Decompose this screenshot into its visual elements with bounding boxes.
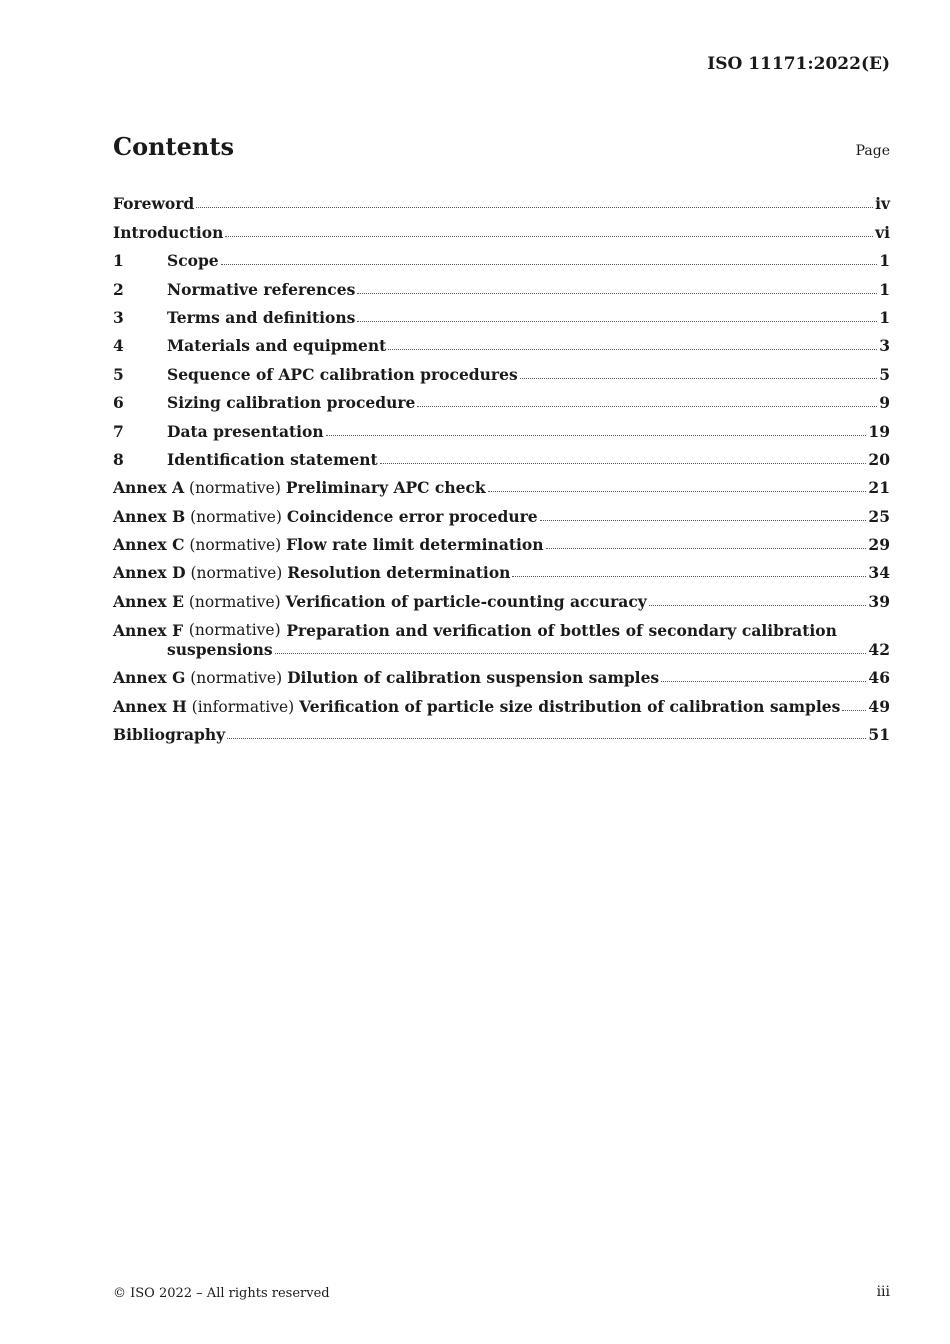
toc-entry-annex[interactable] <box>113 687 890 715</box>
toc-entry-title: Normative references <box>167 279 356 299</box>
toc-entry-page: 46 <box>868 668 890 688</box>
annex-label: Annex B <box>113 506 186 526</box>
dot-leader <box>388 349 877 350</box>
toc-entry-page: 9 <box>879 393 890 413</box>
dot-leader <box>380 463 867 464</box>
toc-title-word: bottles <box>560 620 621 640</box>
toc-entry-title: Flow rate limit determination <box>286 535 544 555</box>
toc-entry-title: Terms and definitions <box>167 307 356 327</box>
toc-entry-title: Verification of particle size distribution of calibration samples <box>299 696 841 716</box>
toc-entry-page: 39 <box>868 591 890 611</box>
toc-entry-clause[interactable] <box>113 327 890 355</box>
toc-entry-title: Coincidence error procedure <box>286 506 538 526</box>
dot-leader <box>546 548 867 549</box>
dot-leader <box>842 710 866 711</box>
toc-entry-page: 42 <box>868 639 890 659</box>
toc-entry-clause[interactable] <box>113 384 890 412</box>
dot-leader <box>661 681 866 682</box>
dot-leader <box>227 738 866 739</box>
toc-entry-number: 8 <box>113 449 124 469</box>
toc-entry-page: 19 <box>868 421 890 441</box>
toc-entry-annex[interactable] <box>113 582 890 610</box>
toc-entry-number: 4 <box>113 336 124 356</box>
annex-kind: (normative) <box>188 620 281 639</box>
toc-entry-annex[interactable] <box>113 497 890 525</box>
toc-entry-page: 1 <box>879 307 890 327</box>
toc-entry-title: Identification statement <box>167 449 378 469</box>
toc-entry-page: 3 <box>879 336 890 356</box>
annex-kind: (informative) <box>191 697 295 716</box>
toc-entry-number: 6 <box>113 393 124 413</box>
toc-title-word: secondary <box>648 620 737 640</box>
dot-leader <box>221 264 878 265</box>
toc-title-word: Preparation <box>286 620 390 640</box>
toc-entry-clause[interactable] <box>113 299 890 327</box>
toc-entry-page: 21 <box>868 478 890 498</box>
toc-entry-number: 2 <box>113 279 124 299</box>
toc-entry-title: Preliminary APC check <box>285 478 486 498</box>
toc-entry-title: Verification of particle-counting accuracy <box>285 591 647 611</box>
copyright-notice: © ISO 2022 – All rights reserved <box>113 1286 330 1301</box>
toc-entry-number: 5 <box>113 364 124 384</box>
annex-label: Annex H <box>113 696 187 716</box>
dot-leader <box>512 576 866 577</box>
annex-label: Annex F <box>113 620 184 640</box>
toc-entry-page: 51 <box>868 725 890 745</box>
document-id: ISO 11171:2022(E) <box>707 54 890 74</box>
toc-entry-number: 3 <box>113 307 124 327</box>
toc-entry-title: Bibliography <box>113 725 226 745</box>
table-of-contents <box>113 185 890 744</box>
toc-entry-title: Materials and equipment <box>167 336 387 356</box>
toc-entry-title: Sequence of APC calibration procedures <box>167 364 518 384</box>
toc-entry-page: 25 <box>868 506 890 526</box>
dot-leader <box>225 236 873 237</box>
dot-leader <box>326 435 867 436</box>
annex-kind: (normative) <box>190 507 282 526</box>
toc-entry-page: 20 <box>868 449 890 469</box>
dot-leader <box>196 207 873 208</box>
dot-leader <box>488 491 867 492</box>
annex-label: Annex C <box>113 535 185 555</box>
toc-title-word: and <box>395 620 428 640</box>
toc-entry-title: Sizing calibration procedure <box>167 393 416 413</box>
toc-entry-annex[interactable] <box>113 526 890 554</box>
annex-label: Annex A <box>113 478 185 498</box>
dot-leader <box>357 293 877 294</box>
toc-entry-title: Dilution of calibration suspension samples <box>287 668 660 688</box>
toc-entry-page: iv <box>875 194 890 214</box>
toc-entry-clause[interactable] <box>113 355 890 383</box>
toc-entry-number: 7 <box>113 421 124 441</box>
toc-entry-introduction[interactable] <box>113 213 890 241</box>
dot-leader <box>357 321 877 322</box>
toc-entry-annex[interactable] <box>113 554 890 582</box>
contents-heading: Contents <box>113 132 234 161</box>
dot-leader <box>649 605 867 606</box>
dot-leader <box>275 653 867 654</box>
annex-label: Annex D <box>113 563 186 583</box>
toc-entry-bibliography[interactable] <box>113 716 890 744</box>
toc-entry-page: 5 <box>879 364 890 384</box>
toc-entry-title: Introduction <box>113 222 224 242</box>
dot-leader <box>520 378 878 379</box>
toc-entry-page: 29 <box>868 535 890 555</box>
annex-kind: (normative) <box>188 592 281 611</box>
toc-entry-page: 49 <box>868 696 890 716</box>
annex-label: Annex G <box>113 668 186 688</box>
toc-entry-foreword[interactable] <box>113 185 890 213</box>
toc-entry-title: Scope <box>167 251 219 271</box>
toc-entry-annex[interactable] <box>113 469 890 497</box>
toc-entry-page: 34 <box>868 563 890 583</box>
toc-entry-page: 1 <box>879 251 890 271</box>
toc-entry-number: 1 <box>113 251 124 271</box>
annex-kind: (normative) <box>190 669 283 688</box>
toc-entry-clause[interactable] <box>113 270 890 298</box>
toc-entry-annex[interactable] <box>113 659 890 687</box>
toc-entry-title: Foreword <box>113 194 195 214</box>
page-number: iii <box>876 1284 890 1300</box>
toc-title-word: calibration <box>741 620 837 640</box>
toc-entry-title: Resolution determination <box>287 563 511 583</box>
toc-entry-clause[interactable] <box>113 441 890 469</box>
page-column-label: Page <box>855 143 890 159</box>
toc-title-word: of <box>537 620 555 640</box>
annex-label: Annex E <box>113 591 184 611</box>
toc-entry-title-continued: suspensions <box>167 639 273 659</box>
toc-entry-clause[interactable] <box>113 412 890 440</box>
dot-leader <box>417 406 877 407</box>
toc-entry-page: 1 <box>879 279 890 299</box>
toc-entry-title: Data presentation <box>167 421 324 441</box>
dot-leader <box>540 520 867 521</box>
toc-entry-clause[interactable] <box>113 242 890 270</box>
annex-kind: (normative) <box>189 536 282 555</box>
toc-entry-page: vi <box>875 222 890 242</box>
annex-kind: (normative) <box>190 564 283 583</box>
toc-title-word: verification <box>433 620 532 640</box>
toc-title-word: of <box>625 620 643 640</box>
annex-kind: (normative) <box>189 479 281 498</box>
toc-entry-annex[interactable] <box>113 611 890 659</box>
